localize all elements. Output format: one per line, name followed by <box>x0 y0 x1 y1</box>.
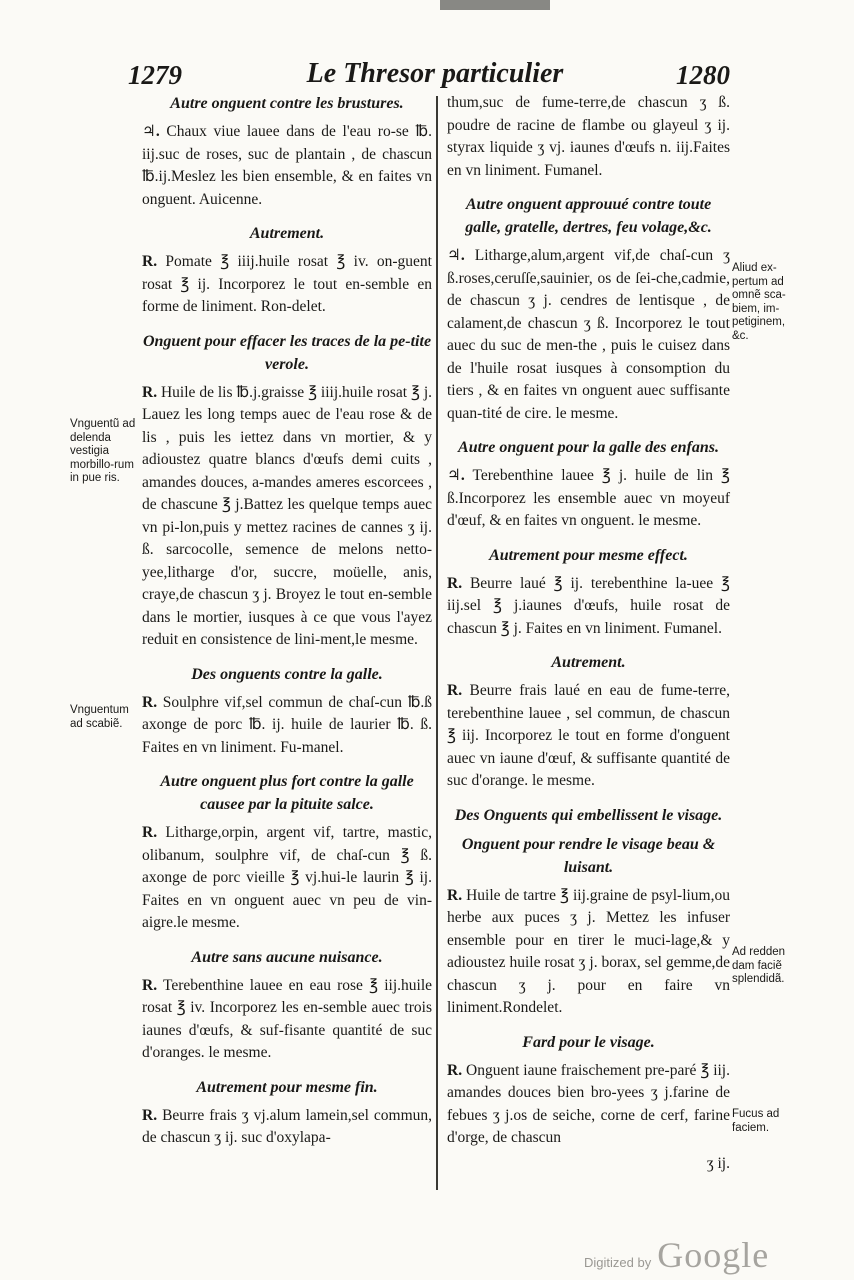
recipe-text: Huile de lis ℔.j.graisse ℥ iiij.huile rosat ℥ j. Lauez les long temps auec de l'eau rose & de lis , puis les iettez dans vn mortier, & y adioustez quatre blancs d'œufs demi cuits , amandes douces, a-mandes ameres escorcees , de chascune ℥ j.Battez les quelque temps auec vn pi-lon,puis y mettez racines de cannes ʒ ij. ß. sarcocolle, semence de melons netto-yee,litharge d'or, succre, moüelle, anis, craye,de chascun ʒ j. Broyez le tout en-semble dans le mortier, iusques à ce que vous l'ayez reduit en consistence de lini-ment,le mesme. <box>142 383 432 648</box>
margin-note-right-1: Aliud ex-pertum ad omnẽ sca-biem, im-petiginem, &c. <box>732 262 786 342</box>
recipe-text: Pomate ℥ iiij.huile rosat ℥ iv. on-guent rosat ℥ ij. Incorporez le tout en-semble en forme de liniment. Ron-delet. <box>142 253 432 315</box>
watermark-prefix: Digitized by <box>584 1255 652 1270</box>
section-heading: Autrement. <box>249 225 325 242</box>
recipe-symbol: R. <box>447 1061 463 1079</box>
page-number-right: 1280 <box>676 60 730 90</box>
section-heading: Des onguents contre la galle. <box>191 665 383 683</box>
left-column <box>142 92 432 1161</box>
recipe-text: Litharge,orpin, argent vif, tartre, mastic, olibanum, soulphre vif, de chaſ-cun ℥ ß. axonge de porc vieille ℥ vj.hui-le laurin ℥ ij. Faites en vn onguent auec vn peu de vin-aigre.le mesme. <box>142 824 432 931</box>
recipe-symbol: R. <box>142 253 158 270</box>
recipe-text: Soulphre vif,sel commun de chaſ-cun ℔.ß axonge de porc ℔. ij. huile de laurier ℔. ß. Faites en vn liniment. Fu-manel. <box>142 693 432 756</box>
recipe-symbol: R. <box>447 574 463 592</box>
section-heading: Fard pour le visage. <box>522 1033 655 1051</box>
recipe-paragraph <box>447 885 730 1020</box>
section-heading: Autre onguent approuué contre toute galle, gratelle, dertres, feu volage,&c. <box>465 196 712 236</box>
margin-note-right-2: Ad redden dam faciẽ splendidã. <box>732 946 786 985</box>
recipe-symbol: R. <box>142 824 158 841</box>
section-heading: Autrement. <box>551 654 626 671</box>
continued-text: thum,suc de fume-terre,de chascun ʒ ß. poudre de racine de flambe ou glayeul ʒ ij. styrax liquide ʒ vj. iaunes d'œufs n. iij.Faites en vn liniment. Fumanel. <box>447 94 730 179</box>
section-heading: Des Onguents qui embellissent le visage. <box>454 806 723 824</box>
running-header <box>0 58 854 92</box>
recipe-text: Litharge,alum,argent vif,de chaſ-cun ʒ ß.roses,ceruſſe,sauinier, os de ſei-che,cadmie, de chascun ʒ j. cendres de lentisque , de calament,de chascun ʒ ß. Incorporez le tout auec du suc de men-the , puis le cuisez dans de l'huile rosat iusques à consomption du tiers , & en faites vn onguent auec suffisante quan-tité de cire. le mesme. <box>447 247 730 422</box>
recipe-symbol: ♃. <box>142 123 160 140</box>
section-heading: Autrement pour mesme effect. <box>489 546 688 564</box>
running-title: Le Thresor particulier <box>306 58 564 89</box>
section-heading: Autre onguent pour la galle des enfans. <box>458 439 719 456</box>
recipe-text: Terebenthine lauee ℥ j. huile de lin ℥ ß.Incorporez les ensemble auec vn moyeuf d'œuf, & en faites vn onguent. le mesme. <box>447 467 730 529</box>
section-heading: Autrement pour mesme fin. <box>196 1078 378 1096</box>
recipe-paragraph <box>447 1060 730 1150</box>
section-heading: Autre sans aucune nuisance. <box>191 948 383 966</box>
recipe-paragraph <box>142 382 432 652</box>
page-number-left: 1279 <box>128 60 182 90</box>
section-heading: Autre onguent contre les brustures. <box>170 95 404 112</box>
recipe-symbol: ♃. <box>447 467 465 484</box>
recipe-paragraph <box>142 975 432 1065</box>
recipe-paragraph <box>447 573 730 641</box>
margin-note-left-1: Vnguentũ ad delenda vestigia morbillo-rum in pue ris. <box>70 418 136 484</box>
recipe-symbol: ♃. <box>447 247 465 264</box>
section-heading: Onguent pour rendre le visage beau & luisant. <box>461 835 716 876</box>
scan-top-strip <box>440 0 550 10</box>
recipe-paragraph <box>447 680 730 793</box>
recipe-text: Beurre frais laué en eau de fume-terre, terebenthine lauee , sel commun, de chascun ℥ iij. Incorporez le tout en forme d'onguent auec vn iaune d'œuf, & suffisante quantité de suc d'orange. le mesme. <box>447 682 730 789</box>
recipe-paragraph <box>142 121 432 211</box>
recipe-paragraph <box>142 822 432 935</box>
recipe-text: Terebenthine lauee en eau rose ℥ iij.huile rosat ℥ iv. Incorporez les en-semble auec trois iaunes d'œufs, & suf-fisante quantité de suc d'oranges. le mesme. <box>142 976 432 1061</box>
section-heading: Autre onguent plus fort contre la galle causee par la pituite salce. <box>160 773 414 813</box>
recipe-text: Beurre frais ʒ vj.alum lamein,sel commun, de chascun ʒ ij. suc d'oxylapa- <box>142 1106 432 1146</box>
margin-note-right-3: Fucus ad faciem. <box>732 1108 780 1134</box>
recipe-symbol: R. <box>447 682 463 699</box>
recipe-paragraph <box>142 1105 432 1150</box>
right-column <box>447 92 730 1175</box>
watermark-brand: Google <box>657 1235 770 1275</box>
recipe-symbol: R. <box>447 886 463 904</box>
margin-note-left-2: Vnguentum ad scabiẽ. <box>70 704 129 730</box>
catchword: ʒ ij. <box>706 1154 730 1172</box>
recipe-symbol: R. <box>142 383 158 401</box>
recipe-paragraph <box>142 692 432 760</box>
recipe-text: Beurre laué ℥ ij. terebenthine la-uee ℥ iij.sel ℥ j.iaunes d'œufs, huile rosat de chascun ℥ j. Faites en vn liniment. Fumanel. <box>447 574 730 637</box>
recipe-text: Huile de tartre ℥ iij.graine de psyl-lium,ou herbe aux puces ʒ j. Mettez les infuser ensemble pour en tirer le muci-lage,& y adioustez huile rosat ʒ j. borax, sel gemme,de chascun ʒ j. pour en faire vn liniment.Rondelet. <box>447 886 730 1016</box>
column-rule <box>436 96 438 1190</box>
recipe-text: Onguent iaune fraischement pre-paré ℥ iij. amandes douces bien bro-yees ʒ j.farine de febues ʒ j.os de seiche, corne de cerf, farine d'orge, de chascun <box>447 1061 730 1146</box>
recipe-text: Chaux viue lauee dans de l'eau ro-se ℔. iij.suc de roses, suc de plantain , de chascun ℔.ij.Meslez les bien ensemble, & en faites vn onguent. Auicenne. <box>142 123 432 208</box>
recipe-symbol: R. <box>142 976 158 994</box>
recipe-symbol: R. <box>142 1106 158 1124</box>
recipe-paragraph <box>447 245 730 425</box>
google-watermark <box>584 1234 769 1276</box>
recipe-paragraph <box>447 465 730 533</box>
section-heading: Onguent pour effacer les traces de la pe-tite verole. <box>142 332 432 373</box>
recipe-paragraph <box>142 251 432 319</box>
recipe-symbol: R. <box>142 693 158 711</box>
